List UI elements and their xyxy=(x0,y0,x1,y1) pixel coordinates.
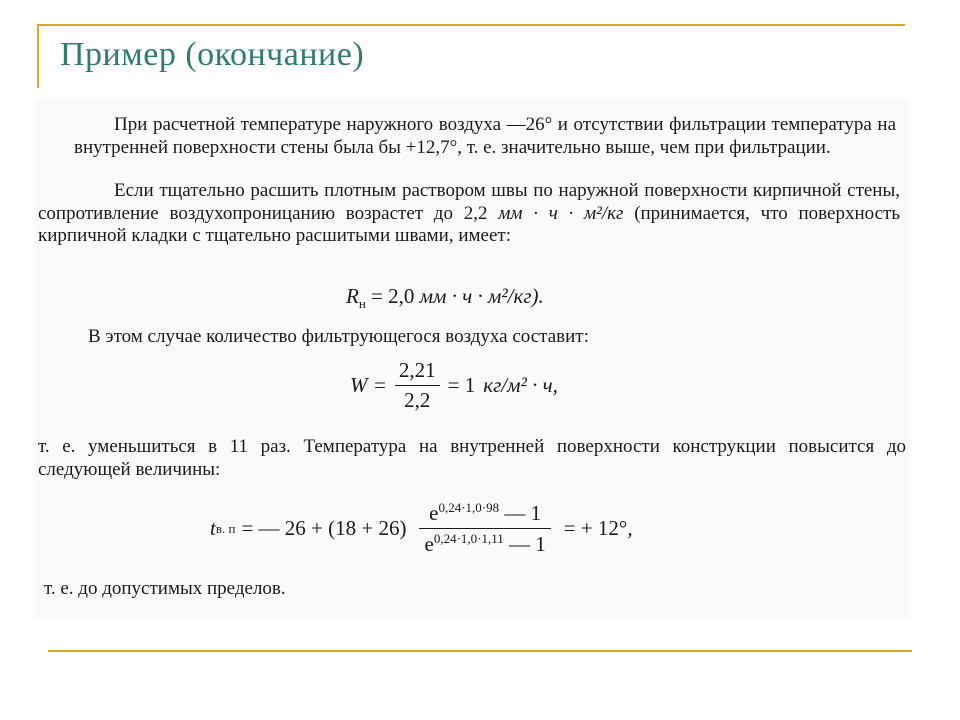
formula-temp-denominator-exp: 0,24·1,0·1,11 xyxy=(433,531,504,546)
formula-resistance-lhs-sub: н xyxy=(358,296,366,312)
formula-resistance-lhs: R xyxy=(346,284,359,308)
paragraph-sealed-joints xyxy=(38,180,900,248)
formula-air-flow-rhs: = 1 xyxy=(447,373,476,397)
paragraph-no-filtration: При расчетной температуре наружного воздуха —26° и отсутствии фильтрации температура на внутренней поверхности стены была бы +12,7°, т. е. значительно выше, чем при фильтрации. xyxy=(74,114,896,158)
paragraph-sealed-joints-text-b: (принимается, что поверхность кирпичной кладки с тщательно расшитыми швами, имеет: xyxy=(38,202,901,246)
paragraph-conclusion: т. е. до допустимых пределов. xyxy=(44,578,286,599)
paragraph-sealed-joints-text-a: Если тщательно расшить плотным раствором швы по наружной поверхности кирпичной стены, сопротивление воздухопроницанию возрастет до 2,2 xyxy=(38,180,900,224)
formula-air-flow-denominator: 2,2 xyxy=(404,388,431,412)
formula-resistance-rhs: = 2,0 xyxy=(371,284,415,308)
formula-temp-lhs-sub: в. п xyxy=(215,520,236,536)
formula-resistance xyxy=(346,284,544,312)
formula-temp-denominator-base: e xyxy=(424,532,434,556)
formula-resistance-unit: мм · ч · м²/кг). xyxy=(419,284,544,308)
paragraph-temperature-increase: т. е. уменьшиться в 11 раз. Температура на внутренней поверхности конструкции повысится до следующей величины: xyxy=(38,436,906,480)
formula-temp-denominator-tail: — 1 xyxy=(509,532,546,556)
formula-temp-rhs: = + 12°, xyxy=(563,516,633,540)
formula-air-flow xyxy=(350,358,558,413)
formula-temp-numerator-exp: 0,24·1,0·98 xyxy=(438,500,500,515)
top-divider-line xyxy=(37,24,905,26)
formula-temp-fraction xyxy=(414,498,555,559)
formula-temp-numerator-base: e xyxy=(429,501,439,525)
formula-air-flow-lhs: W = xyxy=(350,373,387,397)
scanned-textbook-excerpt xyxy=(34,98,910,618)
formula-temp-middle: = — 26 + (18 + 26) xyxy=(241,516,407,540)
formula-surface-temperature xyxy=(210,498,633,559)
paragraph-air-amount: В этом случае количество фильтрующегося воздуха составит: xyxy=(88,326,589,347)
page-title: Пример (окончание) xyxy=(60,36,365,73)
formula-air-flow-fraction xyxy=(395,358,440,413)
formula-temp-numerator xyxy=(419,498,551,529)
formula-temp-lhs: t xyxy=(210,516,216,540)
bottom-divider-line xyxy=(48,650,912,652)
resistance-unit: мм · ч · м²/кг xyxy=(498,202,624,224)
formula-air-flow-unit: кг/м² · ч, xyxy=(483,373,558,397)
formula-air-flow-numerator: 2,21 xyxy=(395,358,440,386)
formula-temp-denominator xyxy=(414,529,555,559)
left-accent-line xyxy=(37,24,39,88)
formula-temp-numerator-tail: — 1 xyxy=(504,501,542,525)
